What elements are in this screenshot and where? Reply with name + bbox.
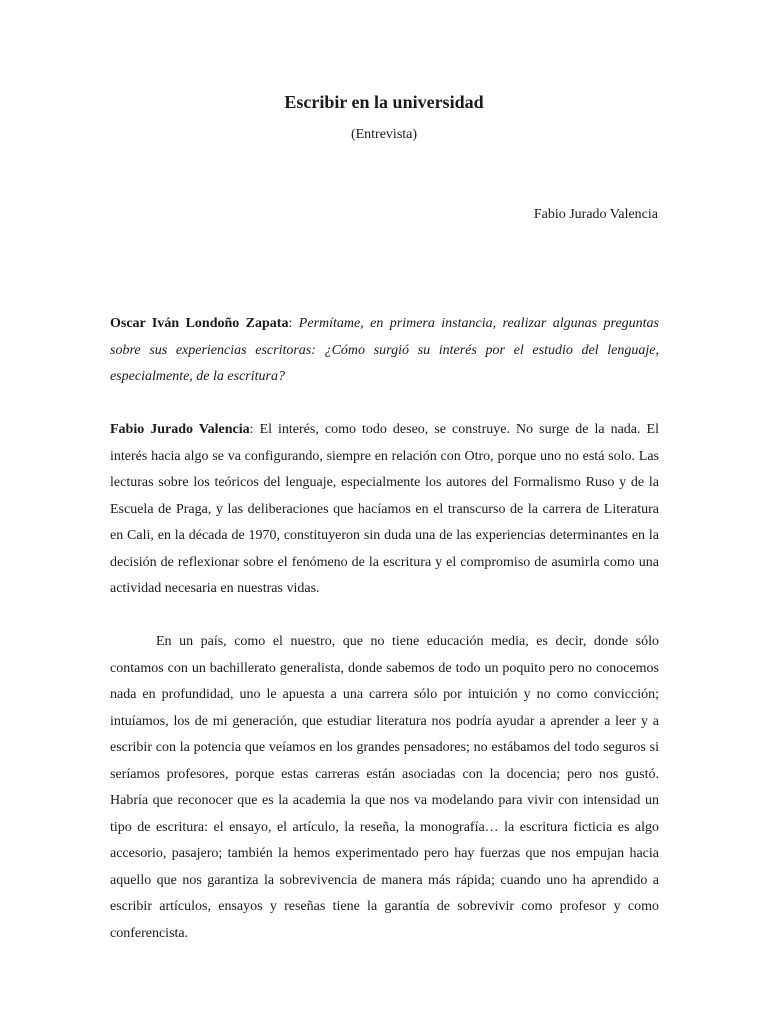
speaker-separator: : [288, 316, 299, 331]
question-text: Permítame, en primera instancia, realizar algunas preguntas sobre sus experiencias escritoras: ¿Cómo surgió su interés por el estudio del lenguaje, especialmente, de la escritura? [110, 316, 660, 384]
speaker-separator: : [249, 422, 260, 437]
interview-answer-1 [110, 417, 659, 603]
document-title: Escribir en la universidad [284, 92, 484, 112]
interview-question-1 [110, 311, 659, 391]
answer-paragraph-2: En un país, como el nuestro, que no tiene educación media, es decir, donde sólo contamos con un bachillerato generalista, donde sabemos de todo un poquito pero no conocemos nada en profundidad, uno le apuesta a una carrera sólo por intuición y no como convicción; intuíamos, los de mi generación, que estudiar literatura nos podría ayudar a aprender a leer y a escribir con la potencia que veíamos en los grandes pensadores; no estábamos del todo seguros si seríamos profesores, porque estas carreras están asociadas con la docencia; pero nos gustó. Habría que reconocer que es la academia la que nos va modelando para vivir con intensidad un tipo de escritura: el ensayo, el artículo, la reseña, la monografía… la escritura ficticia es algo accesorio, pasajero; también la hemos experimentado pero hay fuerzas que nos empujan hacia aquello que nos garantiza la sobrevivencia de manera más rápida; cuando uno ha aprendido a escribir artículos, ensayos y reseñas tiene la garantía de sobrevivir como profesor y como conferencista. [110, 634, 659, 941]
answer-text: El interés, como todo deseo, se construye. No surge de la nada. El interés hacia algo se va configurando, siempre en relación con Otro, porque uno no está solo. Las lecturas sobre los teóricos del lenguaje, especialmente los autores del Formalismo Ruso y de la Escuela de Praga, y las deliberaciones que hacíamos en el transcurso de la carrera de Literatura en Cali, en la década de 1970, constituyeron sin duda una de las experiencias determinantes en la decisión de reflexionar sobre el fenómeno de la escritura y el compromiso de asumirla como una actividad necesaria en nuestras vidas. [110, 422, 659, 596]
interviewee-name: Fabio Jurado Valencia [110, 422, 250, 437]
author-name: Fabio Jurado Valencia [533, 207, 658, 222]
document-subtitle: (Entrevista) [350, 127, 418, 142]
interviewer-name: Oscar Iván Londoño Zapata [110, 316, 289, 331]
